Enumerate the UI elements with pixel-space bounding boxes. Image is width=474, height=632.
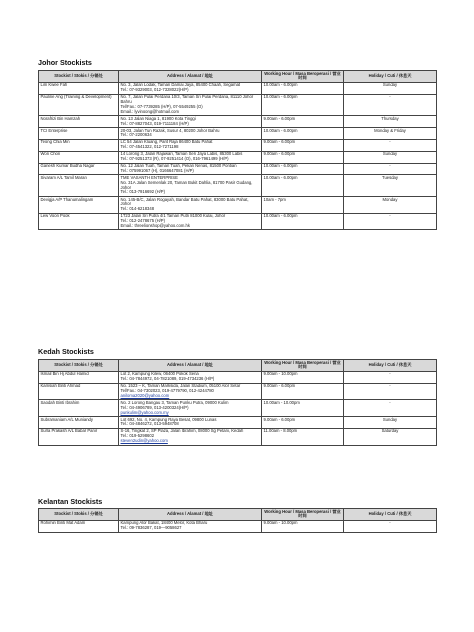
stockist-address <box>119 139 262 151</box>
holiday: - <box>344 139 437 151</box>
holiday: Saturday <box>344 428 437 445</box>
holiday: Sunday <box>344 82 437 94</box>
address-line: Tel.: 07-4541322, 012-7271198 <box>120 144 179 150</box>
stockist-name: Rohimin Binti Mat Adam <box>39 520 119 532</box>
address-line: Tel/Fax.: 07-7739285 (H/P), 07-5549255 (O) <box>120 103 203 109</box>
holiday: - <box>344 520 437 532</box>
table-row <box>39 163 437 175</box>
address-line: Lot 692, No. 4, Kampung Raya Besat, 09800 Lunas <box>120 416 217 422</box>
working-hours: 10.00am - 6.00pm <box>262 213 344 230</box>
stockist-address <box>119 417 262 429</box>
holiday: - <box>344 213 437 230</box>
working-hours: 9.00am - 10.00pm <box>262 520 344 532</box>
stockist-name: Lim Kwee Fah <box>39 82 119 94</box>
stockist-address <box>119 428 262 445</box>
working-hours: 9.00am - 6.00pm <box>262 417 344 429</box>
address-line: No. 3, Jalan Lodak, Taman Damai Jaya, 85400 Chaah, Segamat <box>120 82 241 88</box>
holiday: Thursday <box>344 116 437 128</box>
address-line: No. 31A Jalan Semenlak 20, Taman Bukit Dahlia, 81700 Pasir Gudang, Johor <box>120 179 253 190</box>
table-row <box>39 82 437 94</box>
table-row <box>39 116 437 128</box>
address-line: Tel.: 014-6218348 <box>120 206 155 212</box>
table-header-row <box>39 509 437 521</box>
address-line: No. 1523 – K, Taman Marksida, Jalan Stadium, 05100 Alor Setar <box>120 383 241 389</box>
holiday: - <box>344 371 437 383</box>
table-row <box>39 213 437 230</box>
stockist-name: Surla Prakash A/L Babar Panir <box>39 428 119 445</box>
stockist-name: Devigja A/P Thanumalingam <box>39 196 119 213</box>
table-body <box>39 371 437 445</box>
address-line: Tel.: 04-7844972, 04-7821089, 019-4734236 (H/P) <box>120 376 215 382</box>
stockist-name: Saodah Binti Ibrahim <box>39 400 119 417</box>
address-line: No. 12 Jalan Tuah, Taman Tuah, Pekan Nenas, 81500 Pontian <box>120 163 237 169</box>
section-title-kelantan: Kelantan Stockists <box>38 497 103 506</box>
table-row <box>39 428 437 445</box>
address-line: Tel.: 04-4846272, 013-5948708 <box>120 421 179 427</box>
table-row <box>39 175 437 197</box>
table-header-row <box>39 360 437 372</box>
address-line: LC 54 Jalan Kluang, Parit Raja 86400 Batu Pahat <box>120 139 213 145</box>
holiday: Monday & Friday <box>344 128 437 140</box>
address-line: No. 13 Jalan Niaga 1, 81900 Kota Tinggi <box>120 115 196 121</box>
stockist-name: Norafrizi Bin Hamzah <box>39 116 119 128</box>
header-holiday: Holiday / Cuti / 休息天 <box>344 509 437 521</box>
header-stockist: Stockist / Stokis / 分销处 <box>39 509 119 521</box>
table-row <box>39 151 437 163</box>
table-row <box>39 94 437 116</box>
stockist-name: Sivaram A/L Tamil Maran <box>39 175 119 197</box>
stockist-address <box>119 196 262 213</box>
stockist-address <box>119 128 262 140</box>
stockist-address <box>119 116 262 128</box>
header-hours: Working Hour / Masa Beroperasi / 营业时间 <box>262 360 344 372</box>
stockist-address <box>119 163 262 175</box>
header-address: Address / Alamat / 地址 <box>119 71 262 83</box>
email-link[interactable]: aniloma2020@yahoo.com <box>120 392 170 398</box>
table-header-row <box>39 71 437 83</box>
working-hours: 9.00am - 10.00pm <box>262 371 344 383</box>
address-line: Tel.: 07-2200634 <box>120 132 152 138</box>
stockist-table-kelantan <box>38 508 437 533</box>
working-hours: 9.00am - 6.00pm <box>262 116 344 128</box>
stockist-address <box>119 520 262 532</box>
address-line: Email.: threelionshop@yahoo.com.hk <box>120 222 190 228</box>
working-hours: 9.00am - 6.00pm <box>262 139 344 151</box>
stockist-name: Ganesh Kumar Budha Nagar <box>39 163 119 175</box>
email-link[interactable]: steven2udin@yahoo.com <box>120 438 168 444</box>
stockist-table-johor <box>38 70 437 230</box>
table-row <box>39 128 437 140</box>
working-hours: 9.00am - 6.00pm <box>262 151 344 163</box>
address-line: Tel.: 013-7916692 (H/P) <box>120 189 165 195</box>
address-line: Tel.: 075991067 (H), 0166647081 (H/P) <box>120 167 194 173</box>
working-hours: 10.00am - 10.00pm <box>262 400 344 417</box>
table-body <box>39 520 437 532</box>
table-body <box>39 82 437 229</box>
address-line: Tel.: 07-8827043, 019-7111184 (H/P) <box>120 120 189 126</box>
table-row <box>39 383 437 400</box>
stockist-address <box>119 82 262 94</box>
stockist-name: Kamsiah Binti Ahmad <box>39 383 119 400</box>
address-line: Tel.: 07-9251373 (R), 07-9251414 (O), 016-7961499 (H/P) <box>120 156 229 162</box>
address-line: Lot 2, Kampung Kilew, 06400 Pokok Sena <box>120 371 199 377</box>
holiday: - <box>344 383 437 400</box>
working-hours: 11.00am - 8.00pm <box>262 428 344 445</box>
stockist-name: Pauline Ang (Training & Development) <box>39 94 119 116</box>
header-stockist: Stockist / Stokis / 分销处 <box>39 360 119 372</box>
email-link[interactable]: punkulim@yahoo.com.my <box>120 409 169 415</box>
stockist-address <box>119 175 262 197</box>
stockist-name: Lew Voon Pook <box>39 213 119 230</box>
stockist-address <box>119 213 262 230</box>
holiday: - <box>344 94 437 116</box>
header-address: Address / Alamat / 地址 <box>119 360 262 372</box>
address-line: Tel.: 04-4906789, 013-4200324(H/P) <box>120 404 189 410</box>
stockist-table-kedah <box>38 359 437 446</box>
address-line: TME VASANTH ENTERPRISE <box>120 175 178 180</box>
header-address: Address / Alamat / 地址 <box>119 509 262 521</box>
header-hours: Working Hour / Masa Beroperasi / 营业时间 <box>262 71 344 83</box>
stockist-address <box>119 400 262 417</box>
stockist-address <box>119 151 262 163</box>
address-line: 1T23 Jalan Sri Putra 4/1 Taman Putri 81000 Kulai, Johor <box>120 213 226 219</box>
table-row <box>39 520 437 532</box>
address-line: Tel.: 019-5298602 <box>120 433 155 439</box>
header-holiday: Holiday / Cuti / 休息天 <box>344 360 437 372</box>
stockist-name: TCI Enterprise <box>39 128 119 140</box>
holiday: Tuesday <box>344 175 437 197</box>
table-row <box>39 400 437 417</box>
working-hours: 10am - 7pm <box>262 196 344 213</box>
table-row <box>39 139 437 151</box>
address-line: 20-03, Jalan Tun Razak, Susur 4, 80200 Johor Bahru <box>120 127 220 133</box>
address-line: Email.: lyvinoong@hotmail.com <box>120 108 179 114</box>
address-line: No. 2 Lorong Bangau 3, Taman Punku Putra, 09000 Kulim <box>120 399 229 405</box>
table-row <box>39 196 437 213</box>
working-hours: 9.00am - 6.00pm <box>262 383 344 400</box>
working-hours: 10.00am - 6.00pm <box>262 163 344 175</box>
address-line: No. 7, Jalan Pulai Perdana 10/3, Taman Sri Pulai Perdana, 81110 Johor Bahru <box>120 94 254 105</box>
section-title-johor: Johor Stockists <box>38 58 92 67</box>
address-line: Tel.: 09-7836287, 019—9058627 <box>120 525 182 531</box>
address-line: S-16, Tingkat 2, SP Plaza, Jalan Ibrahim, 08000 Sg Petani, Kedah <box>120 428 244 434</box>
header-stockist: Stockist / Stokis / 分销处 <box>39 71 119 83</box>
header-hours: Working Hour / Masa Beroperasi / 营业时间 <box>262 509 344 521</box>
working-hours: 10.00am - 6.00pm <box>262 82 344 94</box>
holiday: - <box>344 400 437 417</box>
stockist-address <box>119 383 262 400</box>
table-row <box>39 417 437 429</box>
address-line: 14 Lorong 3, Jalan Rajawari, Taman Seri Jaya Labis, 85300 Labis <box>120 151 243 157</box>
stockist-name: Teong Chia Min <box>39 139 119 151</box>
header-holiday: Holiday / Cuti / 休息天 <box>344 71 437 83</box>
address-line: No. 145-B/C, Jalan Rogayah, Bandar Batu Pahat, 83000 Batu Pahat, Johor <box>120 196 249 207</box>
address-line: Tel.: 012-2478675 (H/P) <box>120 218 165 223</box>
holiday: Sunday <box>344 151 437 163</box>
holiday: - <box>344 163 437 175</box>
stockist-name: Ismail Bin Hj Abdul Hamid <box>39 371 119 383</box>
stockist-address <box>119 371 262 383</box>
address-line: Tel.: 07-9329003, 012-7328022(H/P) <box>120 87 189 93</box>
stockist-address <box>119 94 262 116</box>
holiday: Sunday <box>344 417 437 429</box>
working-hours: 10.00am - 6.00pm <box>262 128 344 140</box>
holiday: Monday <box>344 196 437 213</box>
address-line: Kampung Alor Bakat, 18400 Melor, Kota Bharu <box>120 520 208 526</box>
stockist-name: Won Chon <box>39 151 119 163</box>
address-line: Tel/Fax.: 04-7302023, 019-4779790, 012-4244780 <box>120 388 214 394</box>
working-hours: 10.00am - 6.00pm <box>262 94 344 116</box>
table-row <box>39 371 437 383</box>
section-title-kedah: Kedah Stockists <box>38 347 94 356</box>
working-hours: 10.00am - 6.00pm <box>262 175 344 197</box>
stockist-name: Subramaniam A/L Muniandy <box>39 417 119 429</box>
